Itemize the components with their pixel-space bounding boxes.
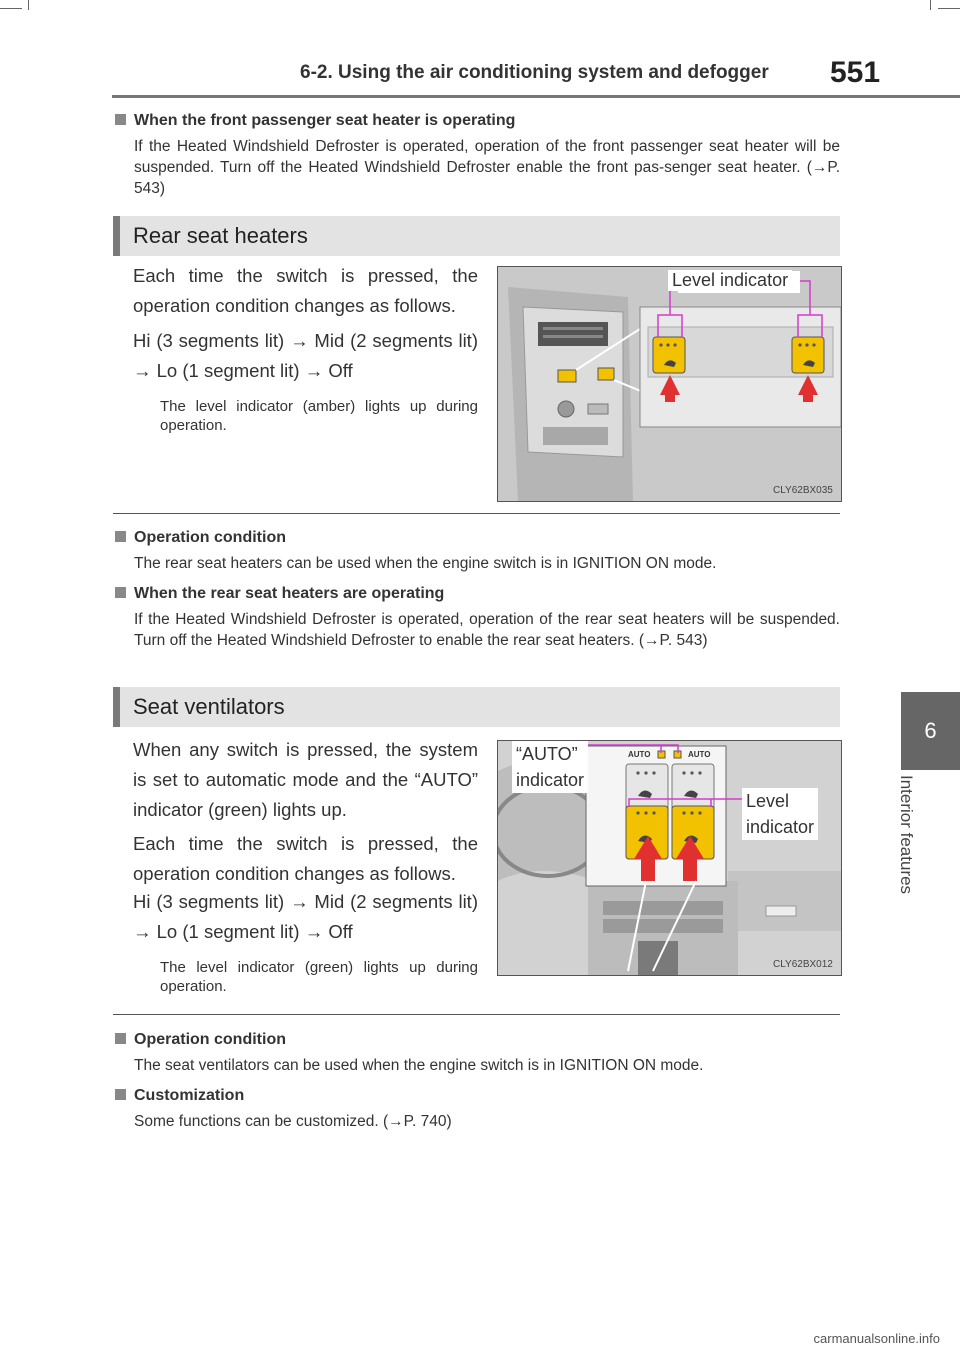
crop-mark xyxy=(28,0,29,10)
vent-sequence-text: Hi (3 segments lit) → Mid (2 segments lit) → Lo (1 segment lit) → Off xyxy=(133,891,478,942)
bullet-square-icon xyxy=(115,531,126,542)
page-number: 551 xyxy=(830,56,881,89)
rear-console-drawing xyxy=(498,267,841,501)
vent-small-text: The level indicator (green) lights up during operation. xyxy=(160,959,478,995)
switch-auto-label: AUTO xyxy=(628,750,651,759)
crop-mark xyxy=(0,8,22,9)
note-customization xyxy=(115,1087,840,1132)
header-rule xyxy=(112,95,960,98)
crop-mark xyxy=(938,8,960,9)
rear-seat-heater-illustration xyxy=(497,266,842,502)
note-text: Some functions can be customized. (→P. 740) xyxy=(134,1113,452,1130)
chapter-tab-label-wrap xyxy=(888,775,918,935)
note-rear-heaters-operating xyxy=(115,585,840,651)
bullet-square-icon xyxy=(115,1033,126,1044)
note-heading: Operation condition xyxy=(134,1031,286,1048)
image-code: CLY62BX035 xyxy=(773,485,833,496)
bullet-square-icon xyxy=(115,114,126,125)
chapter-title: 6-2. Using the air conditioning system and defogger xyxy=(300,62,769,83)
section-header-rear-seat-heaters xyxy=(113,216,840,256)
divider xyxy=(113,1014,840,1015)
vent-body-text-2: Each time the switch is pressed, the operation condition changes as follows. xyxy=(133,833,478,884)
footer-watermark: carmanualsonline.info xyxy=(813,1331,940,1346)
note-text: The seat ventilators can be used when the engine switch is in IGNITION ON mode. xyxy=(134,1057,704,1074)
switch-auto-label: AUTO xyxy=(688,750,711,759)
vent-body-text-1: When any switch is pressed, the system is set to automatic mode and the “AUTO” indicator (green) lights up. xyxy=(133,739,478,820)
callout-level-indicator: Level indicator xyxy=(668,270,792,291)
callout-level-indicator: Level indicator xyxy=(742,788,818,840)
section-title: Seat ventilators xyxy=(133,694,285,719)
note-heading: When the front passenger seat heater is operating xyxy=(134,112,516,129)
seat-ventilator-illustration xyxy=(497,740,842,976)
divider xyxy=(113,513,840,514)
note-vent-operation-condition xyxy=(115,1031,840,1076)
rear-sequence-text: Hi (3 segments lit) → Mid (2 segments lit) → Lo (1 segment lit) → Off xyxy=(133,330,478,381)
rear-small-text: The level indicator (amber) lights up during operation. xyxy=(160,398,478,434)
chapter-tab[interactable]: 6 xyxy=(901,692,960,770)
section-title: Rear seat heaters xyxy=(133,223,308,248)
note-heading: Operation condition xyxy=(134,529,286,546)
note-front-passenger xyxy=(115,112,840,199)
note-rear-operation-condition xyxy=(115,529,840,574)
crop-mark xyxy=(930,0,931,10)
bullet-square-icon xyxy=(115,587,126,598)
bullet-square-icon xyxy=(115,1089,126,1100)
note-heading: Customization xyxy=(134,1087,245,1104)
callout-auto-indicator: “AUTO” indicator xyxy=(512,741,588,793)
chapter-tab-label: Interior features xyxy=(897,775,916,895)
section-header-seat-ventilators xyxy=(113,687,840,727)
image-code: CLY62BX012 xyxy=(773,959,833,970)
note-heading: When the rear seat heaters are operating xyxy=(134,585,445,602)
note-text: If the Heated Windshield Defroster is operated, operation of the front passenger seat heater will be suspended. Turn off the Heated Windshield Defroster enable the front pas-senger seat heater. (→P. 543) xyxy=(134,138,840,197)
note-text: The rear seat heaters can be used when the engine switch is in IGNITION ON mode. xyxy=(134,555,717,572)
rear-body-text: Each time the switch is pressed, the operation condition changes as follows. xyxy=(133,265,478,316)
note-text: If the Heated Windshield Defroster is operated, operation of the rear seat heaters will be suspended. Turn off the Heated Windshield Defroster to enable the rear seat heaters. (→P. 543) xyxy=(134,611,840,649)
